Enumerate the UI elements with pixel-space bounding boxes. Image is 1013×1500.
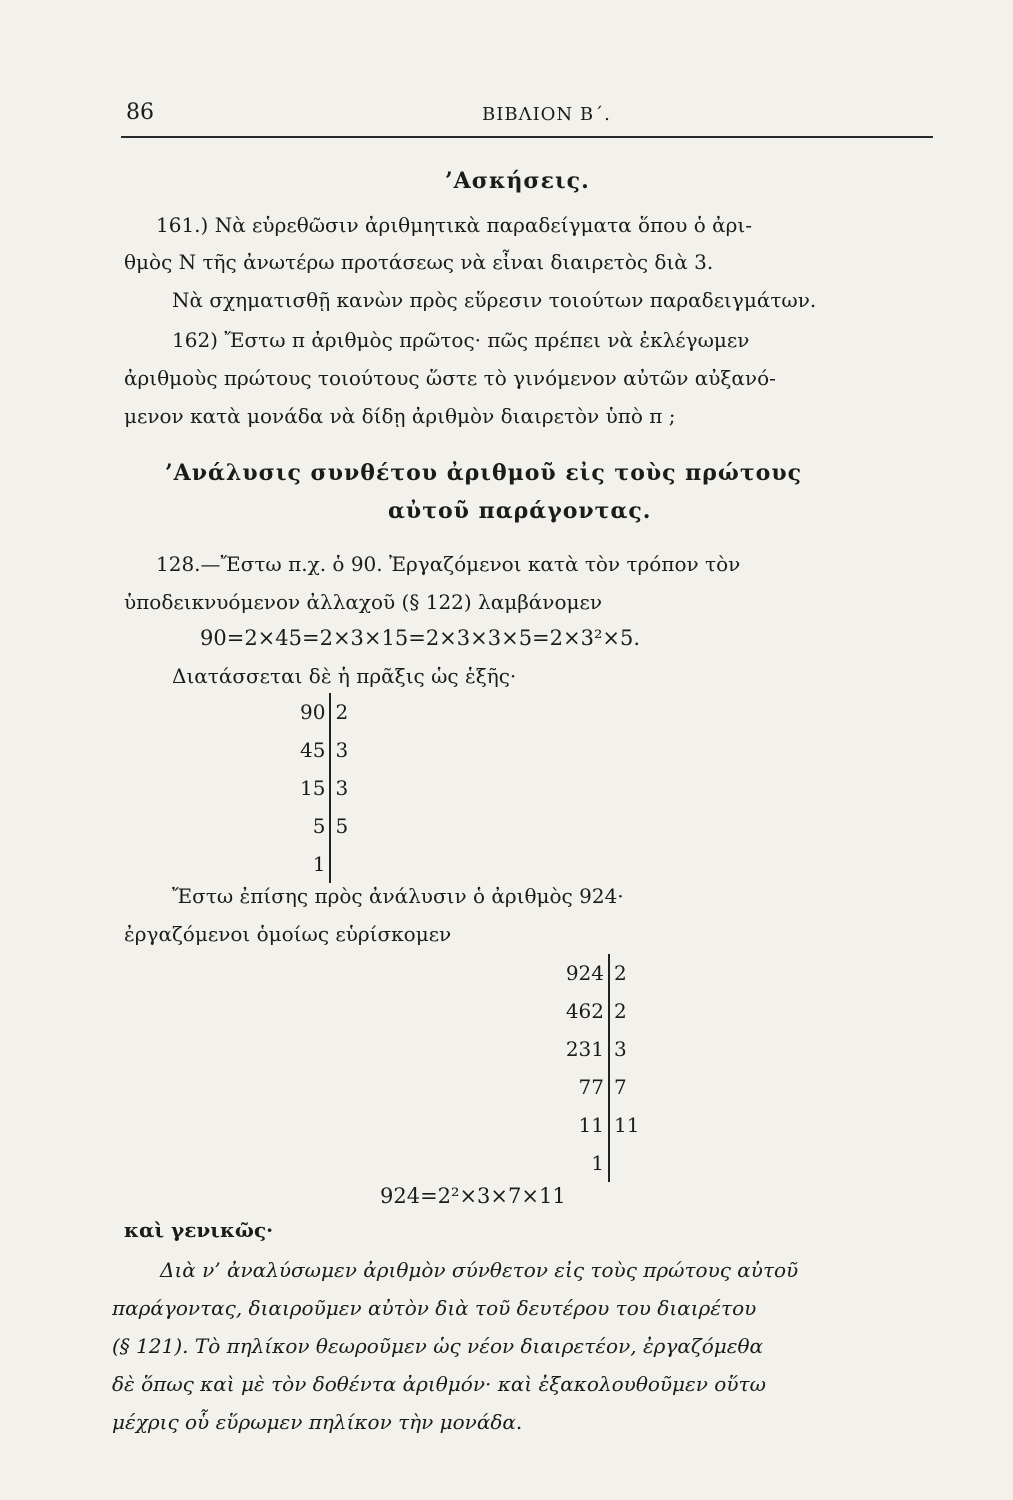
dividend-cell: 11 <box>556 1106 609 1144</box>
section-heading-line-1: ’Ανάλυσις συνθέτου ἀριθμοῦ εἰς τοὺς πρώτους <box>165 460 802 486</box>
paragraph-924-line-1: Ἔστω ἐπίσης πρὸς ἀνάλυσιν ὁ ἀριθμὸς 924· <box>172 884 624 908</box>
dividend-cell: 45 <box>300 731 330 769</box>
divisor-cell: 2 <box>335 700 349 724</box>
rule-line-2: παράγοντας, διαιροῦμεν αὐτὸν διὰ τοῦ δευτέρου του διαιρέτου <box>112 1296 757 1320</box>
dividend-cell: 231 <box>556 1030 609 1068</box>
arrangement-text: Διατάσσεται δὲ ἡ πρᾶξις ὡς ἑξῆς· <box>172 664 517 688</box>
general-label: καὶ γενικῶς· <box>124 1218 274 1242</box>
table-row <box>556 992 639 1030</box>
rule-line-1: Διὰ ν’ ἀναλύσωμεν ἀριθμὸν σύνθετον εἰς τοὺς πρώτους αὐτοῦ <box>160 1258 799 1282</box>
equation-90: 90=2×45=2×3×15=2×3×3×5=2×3²×5. <box>200 626 641 650</box>
table-row <box>556 1030 639 1068</box>
rule-line-5: μέχρις οὗ εὕρωμεν πηλίκον τὴν μονάδα. <box>112 1410 523 1434</box>
table-row <box>556 954 639 992</box>
divisor-cell: 3 <box>335 776 349 800</box>
exercise-161-line-1 <box>156 213 934 237</box>
divisor-cell: 5 <box>335 814 349 838</box>
dividend-cell: 77 <box>556 1068 609 1106</box>
table-row <box>300 769 348 807</box>
dividend-cell: 924 <box>556 954 609 992</box>
page-number: 86 <box>126 100 154 125</box>
table-row <box>556 1106 639 1144</box>
division-table-924 <box>556 954 639 1182</box>
divisor-cell: 3 <box>335 738 349 762</box>
paragraph-128-line-1: 128.—Ἔστω π.χ. ὁ 90. Ἐργαζόμενοι κατὰ τὸν τρόπον τὸν <box>156 552 741 576</box>
rule-line-4: δὲ ὅπως καὶ μὲ τὸν δοθέντα ἀριθμόν· καὶ ἐξακολουθοῦμεν οὕτω <box>112 1372 766 1396</box>
dividend-cell: 15 <box>300 769 330 807</box>
exercise-162-line-2: ἀριθμοὺς πρώτους τοιούτους ὥστε τὸ γινόμενον αὐτῶν αὐξανό- <box>124 366 776 390</box>
divisor-cell: 7 <box>614 1075 627 1099</box>
table-row <box>556 1144 639 1182</box>
exercises-heading: ’Ασκήσεις. <box>445 168 590 194</box>
divisor-cell: 11 <box>614 1113 640 1137</box>
paragraph-924-line-2: ἐργαζόμενοι ὁμοίως εὑρίσκομεν <box>124 922 452 946</box>
rule-line-3: (§ 121). Τὸ πηλίκον θεωροῦμεν ὡς νέον διαιρετέον, ἐργαζόμεθα <box>112 1334 764 1358</box>
division-table-90 <box>300 693 348 883</box>
exercise-162-line-1: 162) Ἔστω π ἀριθμὸς πρῶτος· πῶς πρέπει νὰ ἐκλέγωμεν <box>172 328 750 352</box>
table-row <box>300 807 348 845</box>
exercise-162-line-3: μενον κατὰ μονάδα νὰ δίδῃ ἀριθμὸν διαιρετὸν ὑπὸ π ; <box>124 404 676 428</box>
divisor-cell: 2 <box>614 999 627 1023</box>
equation-924: 924=2²×3×7×11 <box>380 1184 566 1208</box>
running-title: ΒΙΒΛΙΟΝ Β΄. <box>482 104 611 125</box>
divisor-cell <box>609 1144 639 1182</box>
exercise-161-line-2: θμὸς N τῆς ἀνωτέρω προτάσεως νὰ εἶναι διαιρετὸς διὰ 3. <box>124 250 714 274</box>
table-row <box>300 845 348 883</box>
dividend-cell: 5 <box>300 807 330 845</box>
dividend-cell: 1 <box>300 845 330 883</box>
header-rule <box>121 136 933 138</box>
dividend-cell: 90 <box>300 693 330 731</box>
table-row <box>300 731 348 769</box>
exercise-161-line-3: Νὰ σχηματισθῇ κανὼν πρὸς εὕρεσιν τοιούτων παραδειγμάτων. <box>172 288 817 312</box>
dividend-cell: 462 <box>556 992 609 1030</box>
table-row <box>300 693 348 731</box>
text-line: 161.) Νὰ εὑρεθῶσιν ἀριθμητικὰ παραδείγματα ὅπου ὁ ἀρι- <box>156 213 752 237</box>
paragraph-128-line-2: ὑποδεικνυόμενον ἀλλαχοῦ (§ 122) λαμβάνομεν <box>124 590 603 614</box>
divisor-cell: 2 <box>614 961 627 985</box>
section-heading-line-2: αὐτοῦ παράγοντας. <box>388 498 652 524</box>
divisor-cell: 3 <box>614 1037 627 1061</box>
dividend-cell: 1 <box>556 1144 609 1182</box>
divisor-cell <box>330 845 348 883</box>
table-row <box>556 1068 639 1106</box>
